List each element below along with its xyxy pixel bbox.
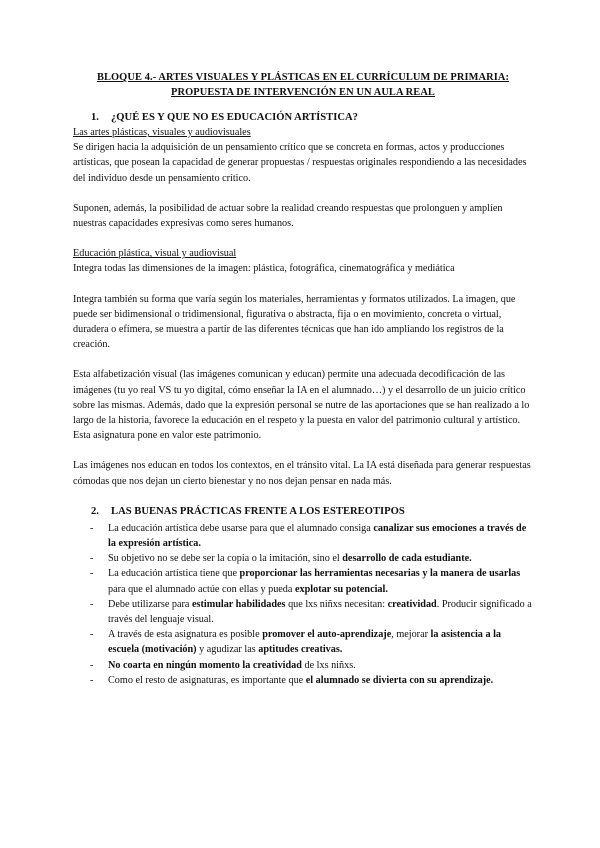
paragraph-educacion-2: Integra también su forma que varía según los materiales, herramientas y formatos utilizados. La imagen, que puede ser bidimensional o tridimensional, figurativa o abstracta, fija o en movimiento, concreta o virtual, duradera o efímera, se muestra a partir de las diferentes técnicas que han ido ampliando los registros de la creación. <box>73 293 516 351</box>
list-item: - Debe utilizarse para estimular habilidades que lxs niñxs necesitan: creatividad. Producir significado a través del lenguaje visual. <box>73 597 533 627</box>
document-page <box>73 70 533 688</box>
list-item: - Como el resto de asignaturas, es importante que el alumnado se divierta con su aprendizaje. <box>73 673 533 688</box>
document-title <box>73 70 533 100</box>
section-2-number: 2. <box>91 505 99 517</box>
list-item: - La educación artística tiene que proporcionar las herramientas necesarias y la manera de usarlas para que el alumnado actúe con ellas y pueda explotar su potencial. <box>73 566 533 596</box>
section-2-heading <box>73 504 533 519</box>
best-practices-list <box>73 521 533 688</box>
title-line-2: PROPUESTA DE INTERVENCIÓN EN UN AULA REAL <box>171 87 435 98</box>
section-1-heading <box>73 110 533 125</box>
list-item: - A través de esta asignatura es posible promover el auto-aprendizaje, mejorar la asistencia a la escuela (motivación) y agudizar las aptitudes creativas. <box>73 627 533 657</box>
subheading-artes: Las artes plásticas, visuales y audiovisuales <box>73 127 251 138</box>
title-line-1: BLOQUE 4.- ARTES VISUALES Y PLÁSTICAS EN EL CURRÍCULUM DE PRIMARIA: <box>96 72 510 83</box>
list-item: - La educación artística debe usarse para que el alumnado consiga canalizar sus emociones a través de la expresión artística. <box>73 521 533 551</box>
paragraph-educacion-3: Esta alfabetización visual (las imágenes comunican y educan) permite una adecuada decodificación de las imágenes (tu yo real VS tu yo digital, cómo enseñar la IA en el alumnado…) y el desarrollo de un juicio crítico sobre las mismas. Además, dado que la expresión personal se nutre de las aportaciones que se han realizado a lo largo de la historia, favorece la educación en el respeto y la puesta en valor del patrimonio cultural y artístico. Esta asignatura pone en valor este patrimonio. <box>73 369 530 442</box>
paragraph-educacion-1: Integra todas las dimensiones de la imagen: plástica, fotográfica, cinematográfica y mediática <box>73 263 455 275</box>
paragraph-educacion-4: Las imágenes nos educan en todos los contextos, en el tránsito vital. La IA está diseñada para generar respuestas cómodas que nos dejan un cierto bienestar y no nos dejan pensar en nada más. <box>73 460 531 487</box>
paragraph-artes-1: Se dirigen hacia la adquisición de un pensamiento crítico que se concreta en formas, actos y producciones artísticas, que posean la capacidad de generar propuestas / respuestas originales respondiendo a las necesidades del individuo desde un pensamiento crítico. <box>73 142 527 184</box>
subheading-educacion: Educación plástica, visual y audiovisual <box>73 248 237 260</box>
list-item: - No coarta en ningún momento la creatividad de lxs niñxs. <box>73 658 533 673</box>
section-1-title: ¿QUÉ ES Y QUE NO ES EDUCACIÓN ARTÍSTICA? <box>111 112 358 123</box>
list-item: - Su objetivo no se debe ser la copia o la imitación, sino el desarrollo de cada estudiante. <box>73 551 533 566</box>
section-2-title: LAS BUENAS PRÁCTICAS FRENTE A LOS ESTEREOTIPOS <box>111 505 405 517</box>
section-1-number: 1. <box>91 112 99 123</box>
paragraph-artes-2: Suponen, además, la posibilidad de actuar sobre la realidad creando respuestas que prolonguen y amplíen nuestras capacidades expresivas como seres humanos. <box>73 202 503 230</box>
